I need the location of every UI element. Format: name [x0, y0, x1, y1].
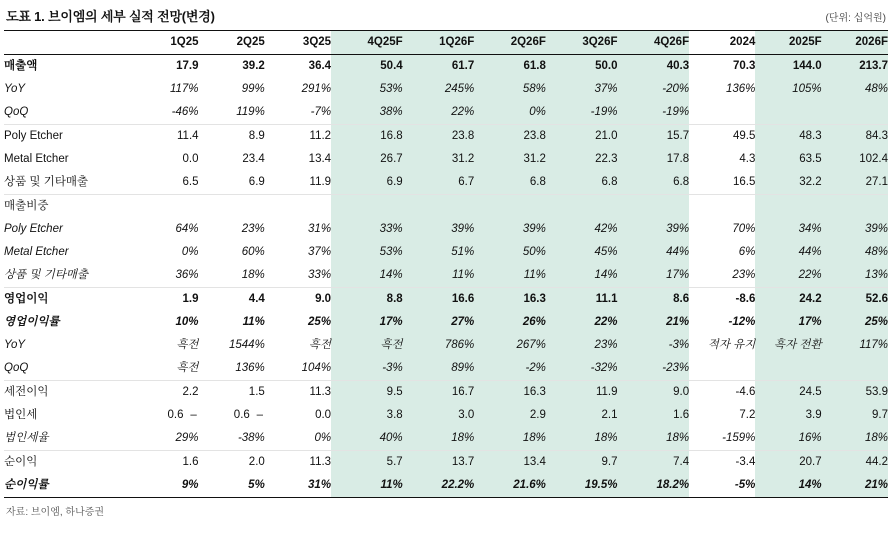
table-cell: 1.9 — [182, 293, 199, 305]
table-cell: 53% — [331, 78, 403, 101]
table-cell: 136% — [199, 357, 265, 381]
table-row — [4, 311, 888, 334]
column-header: 3Q25 — [265, 31, 331, 55]
table-cell: 50.0 — [546, 55, 618, 79]
table-cell: 0% — [265, 427, 331, 451]
table-cell: 11.9 — [265, 171, 331, 195]
table-cell: 1.5 — [248, 386, 265, 398]
table-row — [4, 241, 888, 264]
table-cell: 4.3 — [739, 153, 756, 165]
table-cell: -19% — [618, 101, 690, 125]
table-cell — [689, 357, 755, 381]
row-label: 상품 및 기타매출 — [4, 264, 132, 288]
table-cell: 31% — [265, 474, 331, 498]
table-cell: 9.0 — [315, 293, 332, 305]
table-cell: 9.7 — [822, 404, 888, 427]
table-cell: -3% — [331, 357, 403, 381]
table-cell: 26% — [474, 311, 546, 334]
table-header-row — [4, 31, 888, 55]
table-cell: 흑자 전환 — [755, 334, 821, 357]
table-cell: 21% — [618, 311, 690, 334]
table-row — [4, 195, 888, 219]
table-cell: 31.2 — [474, 148, 546, 171]
table-cell: 2.9 — [474, 404, 546, 427]
table-cell: 5.7 — [331, 451, 403, 475]
table-cell — [618, 195, 690, 219]
table-cell: 61.7 — [403, 55, 475, 79]
table-row — [4, 264, 888, 288]
table-cell: 786% — [403, 334, 475, 357]
row-label: YoY — [4, 339, 26, 351]
page-title: 도표 1. 브이엠의 세부 실적 전망(변경) — [6, 9, 215, 24]
table-cell: 17% — [618, 264, 690, 288]
table-cell: 50% — [474, 241, 546, 264]
table-cell: 22% — [546, 311, 618, 334]
table-cell: 11.4 — [177, 130, 199, 142]
table-cell: 9% — [132, 474, 198, 498]
table-cell: 29% — [132, 427, 198, 451]
table-cell: 18% — [474, 427, 546, 451]
table-cell: 11% — [331, 474, 403, 498]
table-cell: 6.9 — [199, 171, 265, 195]
table-cell: 16.7 — [403, 381, 475, 405]
table-cell: 22% — [403, 101, 475, 125]
table-cell — [755, 195, 821, 219]
table-cell: 213.7 — [822, 55, 888, 79]
table-cell: 32.2 — [755, 171, 821, 195]
table-cell: 58% — [474, 78, 546, 101]
row-label: 법인세 — [4, 409, 38, 421]
table-cell: 25% — [822, 311, 888, 334]
table-cell: 15.7 — [618, 125, 690, 149]
column-header: 2Q25 — [199, 31, 265, 55]
table-cell: 22.2% — [403, 474, 475, 498]
table-cell: 39.2 — [242, 60, 265, 72]
table-cell: 50.4 — [331, 55, 403, 79]
table-cell: 6.8 — [618, 171, 690, 195]
table-cell: 16.3 — [474, 381, 546, 405]
column-header: 2025F — [755, 31, 821, 55]
table-cell: 1.6 — [618, 404, 690, 427]
table-cell: 117% — [822, 334, 888, 357]
table-cell: 11.3 — [309, 456, 332, 468]
table-cell: 70.3 — [732, 60, 756, 72]
table-cell — [546, 195, 618, 219]
table-cell: 13% — [822, 264, 888, 288]
table-cell: -2% — [474, 357, 546, 381]
table-cell: 6.8 — [546, 171, 618, 195]
table-cell — [403, 195, 475, 219]
table-cell: 61.8 — [474, 55, 546, 79]
table-cell: 64% — [175, 223, 199, 235]
table-cell: 39% — [474, 218, 546, 241]
table-cell: -32% — [546, 357, 618, 381]
table-cell: 11% — [474, 264, 546, 288]
table-cell: 16.5 — [689, 171, 755, 195]
table-cell: 11.3 — [309, 386, 332, 398]
table-cell: 44% — [618, 241, 690, 264]
table-cell: 8.6 — [618, 288, 690, 312]
table-row — [4, 171, 888, 195]
column-header — [4, 31, 132, 55]
table-row — [4, 381, 888, 405]
table-cell: 40% — [331, 427, 403, 451]
table-cell: 37% — [308, 246, 332, 258]
table-cell: 23% — [689, 264, 755, 288]
table-cell — [689, 101, 755, 125]
table-cell: 13.4 — [308, 153, 332, 165]
table-cell: 0.6 – — [233, 409, 263, 421]
table-cell: 0% — [181, 246, 199, 258]
table-cell: 42% — [546, 218, 618, 241]
table-cell: 20.7 — [755, 451, 821, 475]
table-cell: 1.6 — [182, 456, 199, 468]
table-cell: 33% — [265, 264, 331, 288]
table-cell: 37% — [546, 78, 618, 101]
table-cell: 245% — [403, 78, 475, 101]
table-cell: 38% — [331, 101, 403, 125]
row-label: 순이익 — [4, 456, 38, 468]
table-cell: 16.3 — [474, 288, 546, 312]
row-label: 매출비중 — [4, 200, 49, 212]
table-row — [4, 101, 888, 125]
table-cell: 23% — [241, 223, 265, 235]
table-cell: 18% — [403, 427, 475, 451]
table-cell — [132, 195, 198, 219]
table-cell: 18% — [618, 427, 690, 451]
table-cell: -7% — [265, 101, 331, 125]
table-cell: 117% — [169, 83, 199, 95]
table-cell: 3.8 — [331, 404, 403, 427]
table-cell: 44.2 — [822, 451, 888, 475]
table-row — [4, 78, 888, 101]
table-cell: 7.2 — [739, 409, 756, 421]
table-row — [4, 357, 888, 381]
table-cell: 2.0 — [248, 456, 265, 468]
table-cell: 9.0 — [618, 381, 690, 405]
table-cell: 14% — [331, 264, 403, 288]
table-cell: 17% — [331, 311, 403, 334]
table-cell: 5% — [199, 474, 265, 498]
table-cell: 0.6 – — [167, 409, 197, 421]
unit-note: (단위: 십억원) — [825, 13, 886, 24]
table-cell — [755, 101, 821, 125]
table-cell: 11.1 — [546, 288, 618, 312]
table-cell — [265, 195, 331, 219]
table-cell: 14% — [755, 474, 821, 498]
table-cell: 23.8 — [474, 125, 546, 149]
table-cell: 17% — [755, 311, 821, 334]
table-cell: 21.0 — [546, 125, 618, 149]
table-cell: -159% — [689, 427, 755, 451]
table-cell: 104% — [265, 357, 331, 381]
table-cell: 89% — [403, 357, 475, 381]
table-cell: 144.0 — [755, 55, 821, 79]
table-cell: 70% — [732, 223, 756, 235]
table-cell: 6% — [738, 246, 756, 258]
table-cell: 45% — [546, 241, 618, 264]
table-cell: 49.5 — [732, 130, 756, 142]
table-cell: 18.2% — [618, 474, 690, 498]
row-label: QoQ — [4, 101, 132, 125]
row-label: 법인세율 — [4, 427, 132, 451]
table-cell: 0% — [474, 101, 546, 125]
table-row — [4, 218, 888, 241]
table-cell: -38% — [199, 427, 265, 451]
table-cell: 18% — [822, 427, 888, 451]
table-cell: 3.9 — [755, 404, 821, 427]
table-cell: 16% — [755, 427, 821, 451]
table-cell: 23.8 — [403, 125, 475, 149]
column-header: 1Q26F — [403, 31, 475, 55]
table-cell: 27.1 — [822, 171, 888, 195]
table-cell: 11.2 — [309, 130, 332, 142]
table-cell: 흑전 — [308, 339, 332, 351]
table-cell: -3% — [618, 334, 690, 357]
column-header: 2024 — [689, 31, 755, 55]
table-cell: 16.6 — [403, 288, 475, 312]
table-cell: 7.4 — [618, 451, 690, 475]
table-cell: 22% — [755, 264, 821, 288]
table-cell: 1544% — [228, 339, 265, 351]
table-cell: 44% — [755, 241, 821, 264]
row-label: 순이익률 — [4, 474, 132, 498]
table-cell: 11.9 — [546, 381, 618, 405]
table-cell: 23% — [546, 334, 618, 357]
row-label: YoY — [4, 83, 26, 95]
table-cell: 27% — [403, 311, 475, 334]
column-header: 3Q26F — [546, 31, 618, 55]
table-cell: 0.0 — [182, 153, 199, 165]
table-cell: 16.8 — [331, 125, 403, 149]
table-cell: 9.5 — [331, 381, 403, 405]
table-cell: 39% — [618, 218, 690, 241]
table-cell: 19.5% — [546, 474, 618, 498]
table-cell: 31% — [308, 223, 332, 235]
table-cell — [474, 195, 546, 219]
column-header: 2026F — [822, 31, 888, 55]
row-label: Poly Etcher — [4, 223, 63, 235]
table-cell: 6.7 — [403, 171, 475, 195]
table-cell — [755, 357, 821, 381]
table-cell: 48% — [822, 78, 888, 101]
column-header: 4Q25F — [331, 31, 403, 55]
table-cell — [822, 195, 888, 219]
table-cell: 24.2 — [755, 288, 821, 312]
table-cell: 11% — [403, 264, 475, 288]
table-cell: 48% — [822, 241, 888, 264]
table-cell: 24.5 — [755, 381, 821, 405]
table-row — [4, 334, 888, 357]
table-cell: -8.6 — [735, 293, 756, 305]
table-cell: 흑전 — [331, 334, 403, 357]
table-row — [4, 288, 888, 312]
table-cell: 105% — [755, 78, 821, 101]
table-cell: -46% — [132, 101, 198, 125]
table-cell: -3.4 — [735, 456, 756, 468]
table-cell: -23% — [618, 357, 690, 381]
table-cell: 36.4 — [308, 60, 332, 72]
table-cell: 39% — [822, 218, 888, 241]
table-cell — [822, 357, 888, 381]
table-cell: -20% — [618, 78, 690, 101]
table-cell: 60% — [241, 246, 265, 258]
table-cell: 11% — [242, 316, 265, 328]
table-cell: 25% — [308, 316, 332, 328]
row-label: 영업이익률 — [4, 316, 60, 328]
table-cell: 6.9 — [331, 171, 403, 195]
table-cell: 흑전 — [176, 339, 199, 351]
table-cell: 33% — [331, 218, 403, 241]
table-cell: 84.3 — [822, 125, 888, 149]
table-cell: 10% — [175, 316, 199, 328]
table-cell: 2.2 — [182, 386, 199, 398]
column-header: 4Q26F — [618, 31, 690, 55]
table-cell: -4.6 — [735, 386, 756, 398]
table-cell: 23.4 — [242, 153, 265, 165]
table-cell: 13.7 — [403, 451, 475, 475]
row-label: 매출액 — [4, 60, 38, 72]
table-cell: 53% — [331, 241, 403, 264]
table-cell: 적자 유지 — [707, 339, 756, 351]
table-cell: 22.3 — [546, 148, 618, 171]
table-cell: 13.4 — [474, 451, 546, 475]
table-cell: 267% — [474, 334, 546, 357]
table-cell: 2.1 — [546, 404, 618, 427]
table-cell: 34% — [755, 218, 821, 241]
row-label: Metal Etcher — [4, 246, 69, 258]
table-cell: 119% — [199, 101, 265, 125]
table-cell: 21.6% — [474, 474, 546, 498]
table-cell: 21% — [822, 474, 888, 498]
table-row — [4, 148, 888, 171]
row-label: 영업이익 — [4, 293, 49, 305]
table-cell: 8.9 — [248, 130, 265, 142]
table-cell: -19% — [546, 101, 618, 125]
row-label: QoQ — [4, 357, 132, 381]
table-cell: 14% — [546, 264, 618, 288]
row-label: Poly Etcher — [4, 130, 63, 142]
table-cell: 8.8 — [331, 288, 403, 312]
table-cell: 17.9 — [176, 60, 199, 72]
table-cell: 31.2 — [403, 148, 475, 171]
source-note: 자료: 브이엠, 하나증권 — [6, 507, 105, 518]
table-cell: 53.9 — [822, 381, 888, 405]
table-cell: 17.8 — [618, 148, 690, 171]
financial-forecast-table — [4, 30, 888, 498]
table-cell: 36% — [132, 264, 198, 288]
table-row — [4, 474, 888, 498]
table-cell: 0.0 — [315, 409, 332, 421]
table-row — [4, 427, 888, 451]
column-header: 1Q25 — [132, 31, 198, 55]
table-cell: 4.4 — [248, 293, 265, 305]
table-cell — [331, 195, 403, 219]
table-cell: 291% — [301, 83, 332, 95]
table-cell: 3.0 — [403, 404, 475, 427]
row-label: Metal Etcher — [4, 153, 69, 165]
table-cell: 18% — [199, 264, 265, 288]
table-cell: 26.7 — [331, 148, 403, 171]
table-cell: 52.6 — [822, 288, 888, 312]
table-row — [4, 404, 888, 427]
table-cell: 40.3 — [618, 55, 690, 79]
table-cell: 9.7 — [546, 451, 618, 475]
table-cell: 흑전 — [132, 357, 198, 381]
table-cell: -5% — [689, 474, 755, 498]
table-cell: 136% — [725, 83, 756, 95]
table-row — [4, 125, 888, 149]
table-cell: 99% — [241, 83, 265, 95]
table-cell: 39% — [403, 218, 475, 241]
row-label: 세전이익 — [4, 386, 49, 398]
table-cell: 6.5 — [132, 171, 198, 195]
row-label: 상품 및 기타매출 — [4, 171, 132, 195]
table-body — [4, 55, 888, 498]
table-cell: 102.4 — [822, 148, 888, 171]
table-cell: 63.5 — [755, 148, 821, 171]
table-row — [4, 451, 888, 475]
table-cell: -12% — [728, 316, 756, 328]
table-row — [4, 55, 888, 79]
column-header: 2Q26F — [474, 31, 546, 55]
table-cell: 18% — [546, 427, 618, 451]
table-cell — [199, 195, 265, 219]
table-cell — [822, 101, 888, 125]
table-cell: 6.8 — [474, 171, 546, 195]
table-cell: 51% — [403, 241, 475, 264]
table-cell — [689, 195, 755, 219]
figure-header — [4, 0, 888, 30]
table-cell: 48.3 — [755, 125, 821, 149]
